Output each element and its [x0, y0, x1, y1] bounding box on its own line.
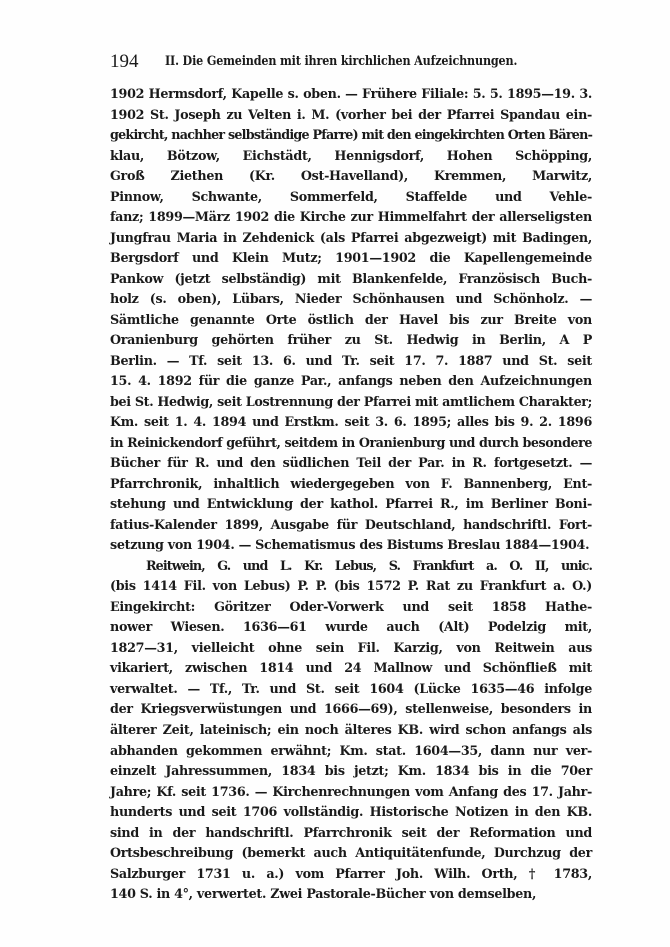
text-line: in Reinickendorf geführt, seitdem in Oranienburg und durch besondere — [110, 434, 592, 450]
running-head: II. Die Gemeinden mit ihren kirchlichen Aufzeichnungen. — [165, 54, 518, 69]
text-line: der Kriegsverwüstungen und 1666—69), stellenweise, besonders in — [110, 701, 592, 717]
text-line: Pinnow, Schwante, Sommerfeld, Staffelde und Vehle- — [110, 188, 592, 204]
text-line: Groß Ziethen (Kr. Ost-Havelland), Kremmen, Marwitz, — [110, 168, 592, 184]
text-line: Jahre; Kf. seit 1736. — Kirchenrechnungen vom Anfang des 17. Jahr- — [110, 783, 592, 799]
text-line: klau, Bötzow, Eichstädt, Hennigsdorf, Hohen Schöpping, — [110, 147, 592, 163]
text-line: Km. seit 1. 4. 1894 und Erstkm. seit 3. 6. 1895; alles bis 9. 2. 1896 — [110, 414, 592, 430]
text-line: Reitwein, G. und L. Kr. Lebus, S. Frankfurt a. O. II, unic. — [146, 557, 592, 573]
text-line: (bis 1414 Fil. von Lebus) P. P. (bis 1572 P. Rat zu Frankfurt a. O.) — [110, 578, 592, 594]
text-line: Eingekircht: Göritzer Oder-Vorwerk und seit 1858 Hathe- — [110, 598, 592, 614]
text-line: 15. 4. 1892 für die ganze Par., anfangs neben den Aufzeichnungen — [110, 373, 592, 389]
text-line: gekircht, nachher selbständige Pfarre) mit den eingekirchten Orten Bären- — [110, 127, 593, 143]
text-line: Oranienburg gehörten früher zu St. Hedwig in Berlin, A P — [110, 332, 592, 348]
text-line: Bergsdorf und Klein Mutz; 1901—1902 die Kapellengemeinde — [110, 250, 592, 266]
text-line: fanz; 1899—März 1902 die Kirche zur Himmelfahrt der allerseligsten — [110, 209, 592, 225]
text-line: sind in der handschriftl. Pfarrchronik seit der Reformation und — [110, 824, 592, 840]
text-line: abhanden gekommen erwähnt; Km. stat. 1604—35, dann nur ver- — [110, 742, 592, 758]
text-line: 1902 St. Joseph zu Velten i. M. (vorher bei der Pfarrei Spandau ein- — [110, 106, 592, 122]
text-line: 1827—31, vielleicht ohne sein Fil. Karzig, von Reitwein aus — [110, 639, 592, 655]
page-number: 194 — [110, 51, 139, 72]
text-line: verwaltet. — Tf., Tr. und St. seit 1604 (Lücke 1635—46 infolge — [110, 680, 592, 696]
text-line: 140 S. in 4°, verwertet. Zwei Pastorale-Bücher von demselben, — [110, 886, 537, 902]
body-text — [110, 84, 592, 905]
text-line: Pankow (jetzt selbständig) mit Blankenfelde, Französisch Buch- — [110, 270, 592, 286]
text-line: holz (s. oben), Lübars, Nieder Schönhausen und Schönholz. — — [110, 291, 592, 307]
text-line: setzung von 1904. — Schematismus des Bistums Breslau 1884—1904. — [110, 537, 590, 553]
text-line: bei St. Hedwig, seit Lostrennung der Pfarrei mit amtlichem Charakter; — [110, 393, 592, 409]
text-line: Bücher für R. und den südlichen Teil der Par. in R. fortgesetzt. — — [110, 455, 592, 471]
text-line: vikariert, zwischen 1814 und 24 Mallnow und Schönfließ mit — [110, 660, 592, 676]
page-header — [110, 50, 592, 74]
text-line: Berlin. — Tf. seit 13. 6. und Tr. seit 17. 7. 1887 und St. seit — [110, 352, 592, 368]
text-line: fatius-Kalender 1899, Ausgabe für Deutschland, handschriftl. Fort- — [110, 516, 592, 532]
text-line: hunderts und seit 1706 vollständig. Historische Notizen in den KB. — [110, 804, 592, 820]
text-line: Pfarrchronik, inhaltlich wiedergegeben von F. Bannenberg, Ent- — [110, 475, 592, 491]
text-line: Jungfrau Maria in Zehdenick (als Pfarrei abgezweigt) mit Badingen, — [110, 229, 592, 245]
text-line: Salzburger 1731 u. a.) vom Pfarrer Joh. Wilh. Orth, † 1783, — [110, 865, 592, 881]
text-line: Sämtliche genannte Orte östlich der Havel bis zur Breite von — [110, 311, 592, 327]
text-line: einzelt Jahressummen, 1834 bis jetzt; Km. 1834 bis in die 70er — [110, 763, 592, 779]
text-line: nower Wiesen. 1636—61 wurde auch (Alt) Podelzig mit, — [110, 619, 592, 635]
text-line: 1902 Hermsdorf, Kapelle s. oben. — Frühere Filiale: 5. 5. 1895—19. 3. — [110, 86, 592, 101]
text-line: älterer Zeit, lateinisch; ein noch älteres KB. wird schon anfangs als — [110, 721, 592, 737]
text-line: Ortsbeschreibung (bemerkt auch Antiquitätenfunde, Durchzug der — [110, 845, 592, 861]
text-line: stehung und Entwicklung der kathol. Pfarrei R., im Berliner Boni- — [110, 496, 592, 512]
